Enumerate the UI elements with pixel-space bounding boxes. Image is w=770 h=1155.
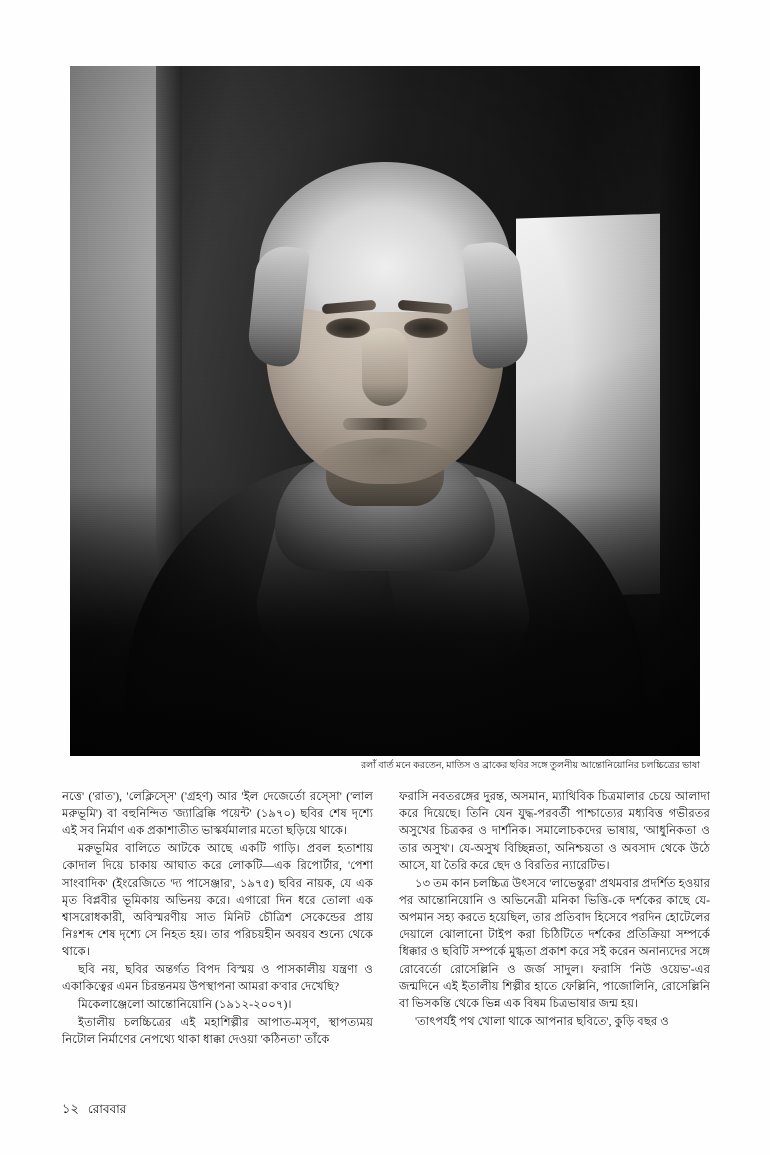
portrait-photo (70, 66, 700, 756)
photo-grain (70, 66, 700, 756)
article-body (62, 788, 710, 1049)
paragraph: মরুভূমির বালিতে আটকে আছে একটি গাড়ি। প্রবল হতাশায় কোদাল দিয়ে চাকায় আঘাত করে লোকটি—এক রিপোর্টার, 'পেশা সাংবাদিক' (ইংরেজিতে 'দ্য পাসেঞ্জার', ১৯৭৫) ছবির নায়ক, যে এক মৃত বিপ্লবীর ভূমিকায় অভিনয় করে। এগারো দিন ধরে তোলা এক শ্বাসরোধকারী, অবিস্মরণীয় সাত মিনিট চৌত্রিশ সেকেন্ডের প্রায় নিঃশব্দ শেষ দৃশ্যে সে নিহত হয়। তার পরিচয়হীন অবয়ব শুন্যে থেকে থাকে। (62, 842, 373, 959)
paragraph: 'তাৎপর্যই পথ খোলা থাকে আপনার ছবিতে', কুড়ি বছর ও (415, 1014, 669, 1028)
publication-name: রোববার (87, 1102, 127, 1116)
page-footer (62, 1100, 126, 1121)
paragraph: ফরাসি নবতরঙ্গের দুরন্ত, অসমান, ম্যাথিবিক চিত্রমালার চেয়ে আলাদা করে দিয়েছে। তিনি যেন যুদ্ধ-পরবর্তী পাশ্চাত্যের মধ্যবিত্ত গভীরতর অসুখের চিত্রকর ও দার্শনিক। সমালোচকদের ভাষায়, 'আধুনিকতা ও তার অসুখ'। যে-অসুখ বিচ্ছিন্নতা, অনিশ্চয়তা ও অবসাদ থেকে উঠে আসে, যা তৈরি করে ছেদ ও বিরতির ন্যারেটিভ। (399, 790, 710, 872)
paragraph: নত্তে' ('রাত'), 'লেক্লিস্সে' ('গ্রহণ) আর 'ইল দেজের্তো রস্সো' ('লাল মরুভূমি') বা বহুনিন্দিত 'জ্যাব্রিক্কি পয়েন্ট' (১৯৭০) ছবির শেষ দৃশ্যে এই সব নির্মাণ এক প্রকাশাতীত ভাস্কর্যমালার মতো ছড়িয়ে থাকে। (62, 790, 373, 838)
photo-caption: রলাঁ বার্ত মনে করতেন, মাতিস ও ব্রাকের ছবির সঙ্গে তুলনীয় আন্তোনিয়োনির চলচ্চিত্রের ভাষা (360, 761, 700, 771)
paragraph: ইতালীয় চলচ্চিত্রের এই মহাশিল্পীর আপাত-মসৃণ, স্থাপত্যময় নিটোল নির্মাণের নেপথ্যে থাকা ধাক্কা দেওয়া 'কঠিনতা' তাঁকে (62, 1015, 373, 1046)
article-column-right (399, 788, 710, 1049)
portrait-photo-canvas (70, 66, 700, 756)
paragraph: মিকেলাঞ্জেলো আন্তোনিয়োনি (১৯১২-২০০৭)। (78, 997, 292, 1011)
paragraph: ছবি নয়, ছবির অন্তর্গত বিপদ বিস্ময় ও পাসকালীয় যন্ত্রণা ও একাকিত্বের এমন চিরন্তনময় উপস্থাপনা আমরা ক'বার দেখেছি? (62, 963, 373, 994)
page-number: ১২ (62, 1101, 79, 1116)
paragraph: ১৩ তম কান চলচ্চিত্র উৎসবে 'লাভেন্তুরা' প্রথমবার প্রদর্শিত হওয়ার পর আন্তোনিয়োনি ও অভিনেত্রী মনিকা ভিত্তি-কে দর্শকের কাছে যে-অপমান সহ্য করতে হয়েছিল, তার প্রতিবাদ হিসেবে পরদিন হোটেলের দেয়ালে ঝোলানো টাইপ করা চিঠিটিতে দর্শকের প্রতিক্রিয়া সম্পর্কে ধিক্কার ও ছবিটি সম্পর্কে মুগ্ধতা প্রকাশ করে সই করেন অনান্যদের সঙ্গে রোবের্তো রোসেল্লিনি ও জর্জ সাদুল। ফরাসি 'নিউ ওয়েভ'-এর জন্মদিনে এই ইতালীয় শিল্পীর হাতে ফেল্লিনি, পাজোলিনি, রোসেল্লিনি বা ভিসকন্তি থেকে ভিন্ন এক বিষম চিত্রভাষার জন্ম হয়। (399, 876, 710, 1010)
article-column-left (62, 788, 373, 1049)
